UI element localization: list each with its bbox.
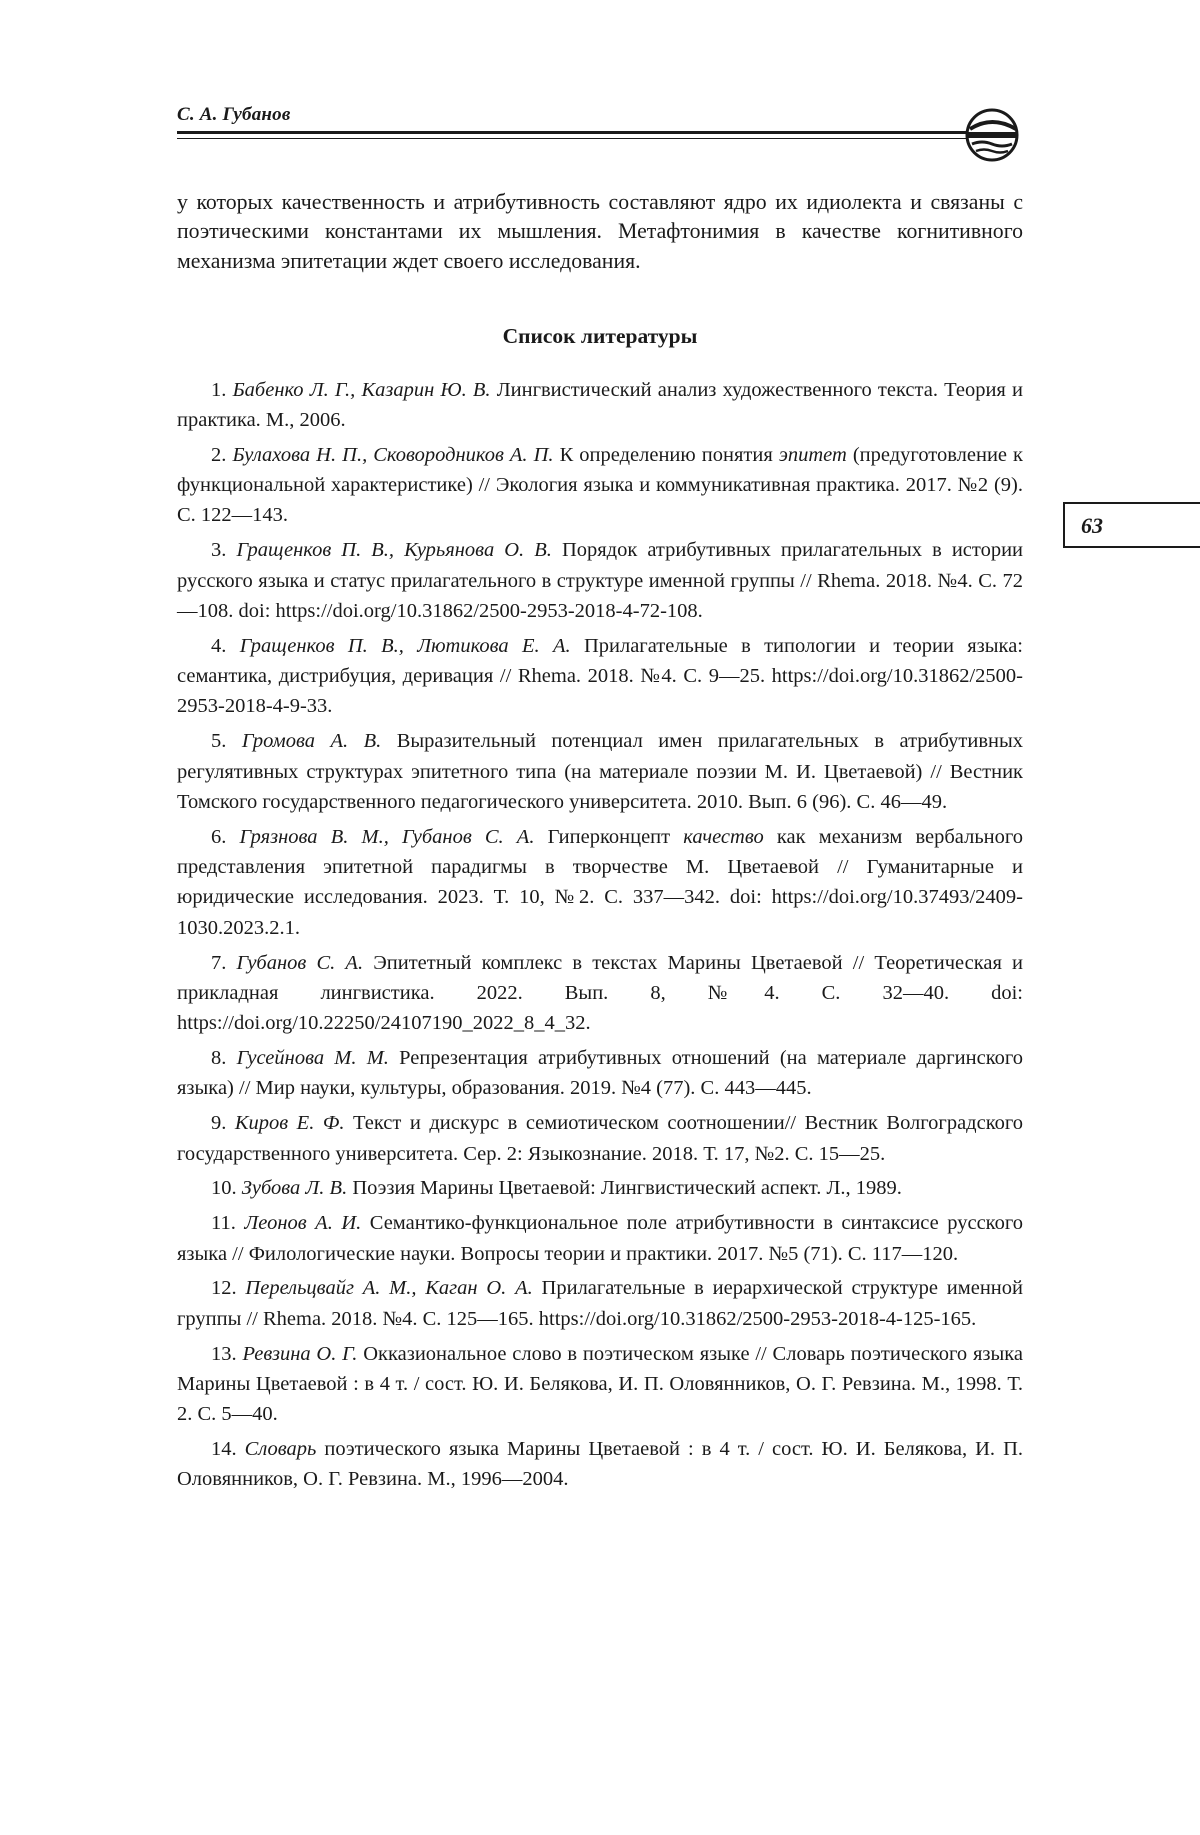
reference-item [177, 375, 1023, 436]
page-number: 63 [1081, 513, 1103, 538]
reference-authors: Громова А. В. [241, 730, 382, 753]
reference-number: 14. [211, 1438, 237, 1461]
journal-logo-icon [964, 107, 1024, 163]
reference-term: качество [683, 825, 764, 848]
reference-item [177, 631, 1023, 722]
reference-number: 8. [211, 1047, 227, 1070]
reference-authors: Киров Е. Ф. [234, 1112, 345, 1135]
reference-text: Поэзия Марины Цветаевой: Лингвистический аспект. Л., 1989. [352, 1177, 902, 1200]
reference-item [177, 948, 1023, 1039]
reference-text: Лингвистический анализ художественного текста. Теория и практика. М., 2006. [177, 378, 1024, 431]
reference-authors: Булахова Н. П., Сковородников А. П. [232, 443, 554, 466]
reference-authors: Гращенков П. В., Лютикова Е. А. [239, 634, 571, 657]
header-rule-thick [177, 131, 972, 134]
reference-text: К определению понятия [559, 443, 773, 466]
reference-text: Эпитетный комплекс в текстах Марины Цветаевой // Теоретическая и прикладная лингвистика. 2022. Вып. 8, №4. С. 32—40. doi: https://doi.org/10.22250/24107190_2022_8_4_32. [177, 951, 1024, 1035]
reference-number: 6. [211, 825, 227, 848]
reference-number: 3. [211, 539, 227, 562]
reference-authors: Гусейнова М. М. [236, 1047, 389, 1070]
reference-authors: Словарь [244, 1438, 317, 1461]
reference-authors: Перельцвайг А. М., Каган О. А. [245, 1277, 533, 1300]
reference-text: Прилагательные в иерархической структуре именной группы // Rhema. 2018. №4. С. 125—165. https://doi.org/10.31862/2500-2953-2018-4-125-165. [177, 1277, 1023, 1330]
reference-item [177, 535, 1023, 626]
references-heading: Список литературы [502, 324, 698, 349]
reference-item [177, 1108, 1023, 1169]
reference-text: Порядок атрибутивных прилагательных в истории русского языка и статус прилагательного в структуре именной группы // Rhema. 2018. №4. С. 72—108. doi: https://doi.org/10.31862/2500-2953-2018-4-72-108. [177, 539, 1024, 622]
reference-authors: Гращенков П. В., Курьянова О. В. [236, 539, 552, 562]
reference-number: 10. [211, 1177, 237, 1200]
reference-text-continued: (предуготовление к функциональной характеристике) // Экология языка и коммуникативная практика. 2017. №2 (9). С. 122—143. [177, 443, 1024, 527]
reference-text: поэтического языка Марины Цветаевой : в 4 т. / сост. Ю. И. Белякова, И. П. Оловянников, О. Г. Ревзина. М., 1996—2004. [177, 1438, 1023, 1491]
reference-authors: Грязнова В. М., Губанов С. А. [239, 825, 535, 848]
header-rule-thin [177, 138, 972, 139]
reference-number: 12. [211, 1277, 237, 1300]
reference-item [177, 822, 1023, 943]
reference-item [177, 1273, 1023, 1334]
page-number-box [1063, 502, 1200, 548]
reference-number: 13. [211, 1342, 237, 1365]
reference-authors: Леонов А. И. [244, 1212, 362, 1235]
reference-term: эпитет [778, 443, 847, 466]
reference-item [177, 1339, 1023, 1430]
reference-text-continued: как механизм вербального представления эпитетной парадигмы в творчестве М. Цветаевой // Гуманитарные и юридические исследования. 2023. Т. 10, №2. С. 337—342. doi: https://doi.org/10.37493/2409-1030.2023.2.1. [177, 825, 1024, 939]
reference-number: 4. [211, 634, 227, 657]
reference-text: Семантико-функциональное поле атрибутивности в синтаксисе русского языка // Филологические науки. Вопросы теории и практики. 2017. №5 (71). С. 117—120. [177, 1212, 1024, 1265]
body-paragraph: у которых качественность и атрибутивность составляют ядро их идиолекта и связаны с поэтическими константами их мышления. Метафтонимия в качестве когнитивного механизма эпитетации ждет своего исследования. [177, 190, 1023, 273]
reference-text: Прилагательные в типологии и теории языка: семантика, дистрибуция, деривация // Rhema. 2018. №4. С. 9—25. https://doi.org/10.31862/2500-2953-2018-4-9-33. [177, 634, 1023, 718]
references-list [177, 375, 1023, 1495]
running-header [177, 104, 1025, 160]
reference-text: Гиперконцепт [547, 825, 671, 848]
reference-item [177, 1043, 1023, 1104]
reference-item [177, 726, 1023, 817]
reference-authors: Губанов С. А. [236, 951, 364, 974]
page-content [177, 188, 1023, 1499]
reference-number: 7. [211, 951, 227, 974]
reference-item [177, 1434, 1023, 1495]
reference-text: Репрезентация атрибутивных отношений (на материале даргинского языка) // Мир науки, культуры, образования. 2019. №4 (77). С. 443—445. [177, 1047, 1024, 1100]
reference-number: 2. [211, 443, 227, 466]
reference-item [177, 1173, 1023, 1203]
reference-number: 5. [211, 730, 227, 753]
reference-text: Окказиональное слово в поэтическом языке // Словарь поэтического языка Марины Цветаевой : в 4 т. / сост. Ю. И. Белякова, И. П. Оловянников, О. Г. Ревзина. М., 1998. Т. 2. С. 5—40. [177, 1342, 1023, 1426]
reference-authors: Зубова Л. В. [241, 1177, 348, 1200]
reference-text: Выразительный потенциал имен прилагательных в атрибутивных регулятивных структурах эпитетного типа (на материале поэзии М. И. Цветаевой) // Вестник Томского государственного педагогического университета. 2010. Вып. 6 (96). С. 46—49. [177, 730, 1024, 813]
reference-authors: Ревзина О. Г. [242, 1342, 358, 1365]
reference-number: 1. [211, 378, 227, 401]
reference-item [177, 440, 1023, 531]
reference-item [177, 1208, 1023, 1269]
reference-authors: Бабенко Л. Г., Казарин Ю. В. [232, 378, 491, 401]
reference-number: 9. [211, 1112, 227, 1135]
running-header-author: С. А. Губанов [177, 104, 291, 125]
reference-text: Текст и дискурс в семиотическом соотношении// Вестник Волгоградского государственного университета. Сер. 2: Языкознание. 2018. Т. 17, №2. С. 15—25. [177, 1112, 1024, 1165]
reference-number: 11. [211, 1212, 236, 1235]
